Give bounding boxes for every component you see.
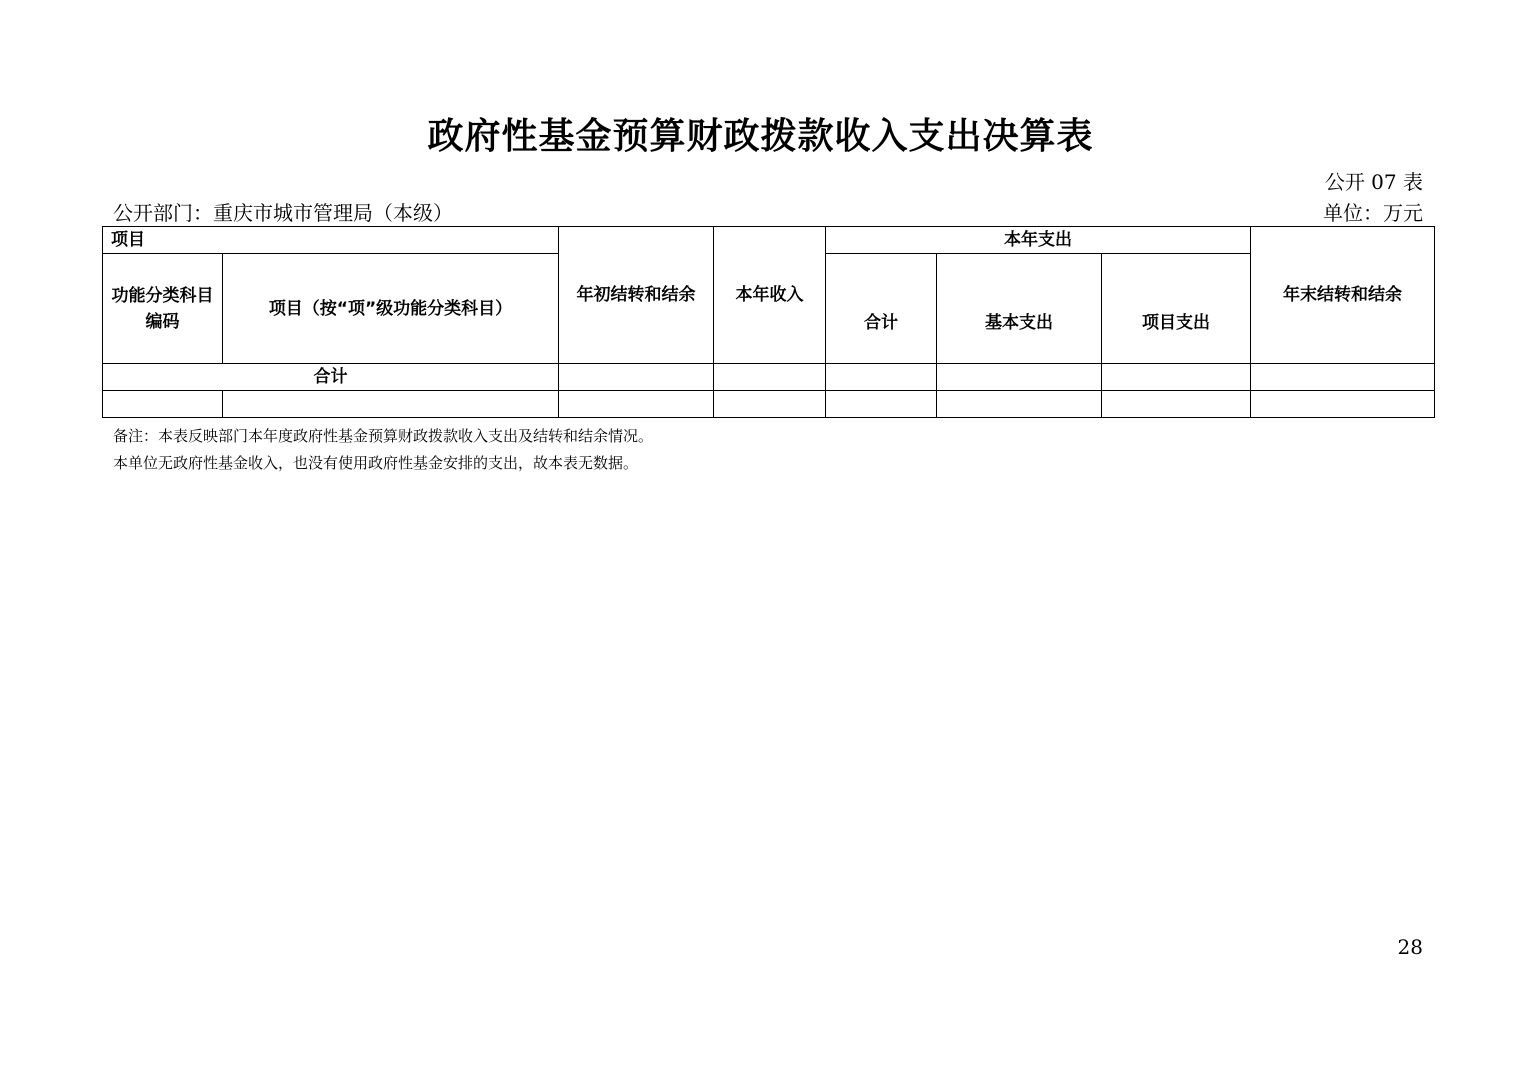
row-end-balance [1251, 391, 1435, 418]
department-label: 公开部门：重庆市城市管理局（本级） [113, 201, 453, 225]
total-begin-balance [559, 364, 714, 391]
row-begin-balance [559, 391, 714, 418]
header-income: 本年收入 [714, 227, 826, 364]
header-row-1 [103, 227, 1435, 254]
header-item-name: 项目（按“项”级功能分类科目） [223, 254, 559, 364]
row-income [714, 391, 826, 418]
row-expense-total [826, 391, 937, 418]
note-line-2: 本单位无政府性基金收入，也没有使用政府性基金安排的支出，故本表无数据。 [113, 454, 639, 472]
header-end-balance: 年末结转和结余 [1251, 227, 1435, 364]
header-expense-total: 合计 [826, 254, 937, 364]
header-expense-project: 项目支出 [1102, 254, 1251, 364]
page-number: 28 [1397, 935, 1423, 959]
total-expense-total [826, 364, 937, 391]
table-row [103, 391, 1435, 418]
header-item-group: 项目 [103, 227, 559, 254]
row-expense-basic [937, 391, 1102, 418]
header-expense-group: 本年支出 [826, 227, 1251, 254]
total-row [103, 364, 1435, 391]
total-label: 合计 [103, 364, 559, 391]
total-end-balance [1251, 364, 1435, 391]
header-begin-balance: 年初结转和结余 [559, 227, 714, 364]
header-code-text: 功能分类科目编码 [111, 285, 214, 332]
total-expense-basic [937, 364, 1102, 391]
header-code [103, 254, 223, 364]
row-item-name [223, 391, 559, 418]
budget-table [102, 226, 1435, 418]
note-line-1: 备注：本表反映部门本年度政府性基金预算财政拨款收入支出及结转和结余情况。 [113, 427, 654, 445]
total-income [714, 364, 826, 391]
row-expense-project [1102, 391, 1251, 418]
header-expense-basic: 基本支出 [937, 254, 1102, 364]
row-code [103, 391, 223, 418]
total-expense-project [1102, 364, 1251, 391]
page-title: 政府性基金预算财政拨款收入支出决算表 [427, 116, 1094, 157]
form-number: 公开 07 表 [1324, 170, 1423, 194]
unit-label: 单位：万元 [1323, 201, 1423, 225]
